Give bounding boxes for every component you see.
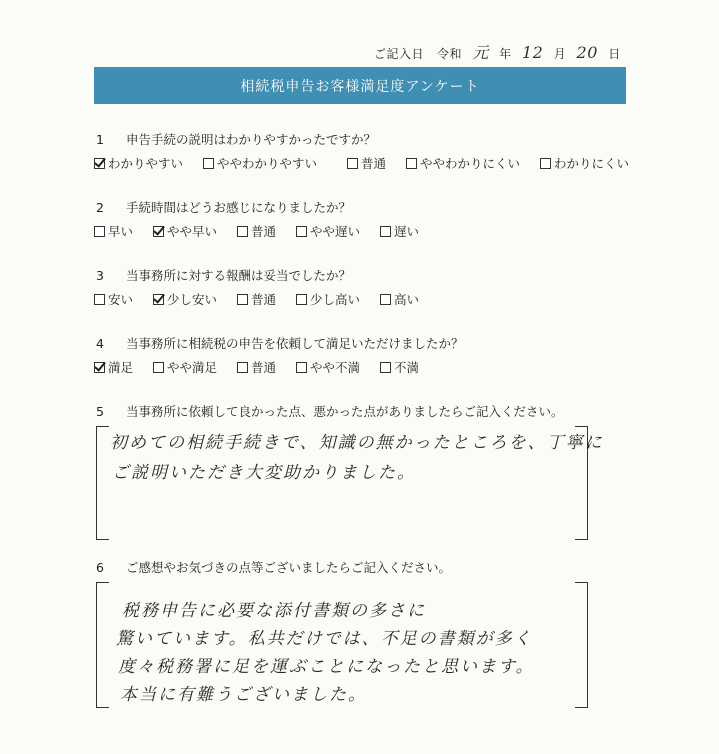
option-label: わかりやすい [108,156,184,171]
date-era: 令和 [436,47,462,61]
option-4-5[interactable] [380,358,419,376]
question-1 [96,130,376,148]
date-day: 20 [576,43,598,62]
option-label: 普通 [251,292,277,307]
bracket-corner [575,539,587,540]
option-label: 高い [394,292,420,307]
option-label: 普通 [251,360,277,375]
question-2-options [94,222,435,240]
answer-6-line-4: 本当に有難うございました。 [120,685,367,705]
survey-title: 相続税申告お客様満足度アンケート [240,78,480,95]
bracket-corner [97,707,109,708]
checkbox-checked[interactable] [153,294,164,305]
date-day-unit: 日 [608,47,621,61]
checkbox[interactable] [296,294,307,305]
question-number: 4 [96,336,104,351]
question-text: 当事務所に相続税の申告を依頼して満足いただけましたか？ [125,336,464,351]
checkbox[interactable] [296,362,307,373]
option-3-5[interactable] [380,290,419,308]
answer-6-line-3: 度々税務署に足を運ぶことになったと思います。 [118,657,535,677]
checkbox[interactable] [237,294,248,305]
checkbox[interactable] [94,294,105,305]
question-4-options [94,358,435,376]
option-label: ややわかりにくい [420,156,521,171]
checkbox[interactable] [347,158,358,169]
checkbox-checked[interactable] [94,362,105,373]
checkbox[interactable] [237,362,248,373]
date-year-unit: 年 [499,47,512,61]
option-1-5[interactable] [540,154,629,172]
question-3-options [94,290,435,308]
option-label: わかりにくい [554,156,630,171]
checkbox[interactable] [237,226,248,237]
option-4-2[interactable] [153,358,217,376]
answer-6-line-2: 驚いています。私共だけでは、不足の書類が多く [116,629,533,649]
checkbox[interactable] [94,226,105,237]
checkbox[interactable] [380,226,391,237]
option-3-3[interactable] [237,290,276,308]
question-text: 当事務所に依頼して良かった点、悪かった点がありましたらご記入ください。 [125,404,564,419]
question-2 [96,198,351,216]
checkbox-checked[interactable] [153,226,164,237]
question-text: ご感想やお気づきの点等ございましたらご記入ください。 [125,560,451,575]
date-month: 12 [522,43,544,62]
option-label: 普通 [361,156,387,171]
checkbox[interactable] [203,158,214,169]
question-1-options [94,154,645,172]
option-4-3[interactable] [237,358,276,376]
option-3-1[interactable] [94,290,133,308]
checkbox[interactable] [153,362,164,373]
option-4-1[interactable] [94,358,133,376]
option-2-2[interactable] [153,222,217,240]
option-label: 少し高い [310,292,361,307]
option-2-4[interactable] [296,222,360,240]
question-6 [96,558,451,576]
option-1-3[interactable] [347,154,386,172]
question-number: 2 [96,200,104,215]
answer-5-line-2: ご説明いただき大変助かりました。 [112,463,416,483]
bracket-corner [97,582,109,583]
question-number: 3 [96,268,104,283]
answer-6-line-1: 税務申告に必要な添付書類の多さに [122,601,426,621]
date-month-unit: 月 [553,47,567,61]
option-2-3[interactable] [237,222,276,240]
date-line [374,40,621,63]
option-label: 満足 [108,360,134,375]
date-year: 元 [472,43,489,62]
option-3-2[interactable] [153,290,217,308]
option-label: やや不満 [310,360,361,375]
option-1-2[interactable] [203,154,317,172]
checkbox[interactable] [380,362,391,373]
question-text: 当事務所に対する報酬は妥当でしたか？ [125,268,351,283]
checkbox-checked[interactable] [94,158,105,169]
bracket-corner [575,582,587,583]
question-number: 1 [96,132,104,147]
bracket-corner [575,707,587,708]
bracket-corner [97,426,109,427]
option-label: 安い [108,292,134,307]
option-label: やや満足 [167,360,218,375]
checkbox[interactable] [406,158,417,169]
checkbox[interactable] [380,294,391,305]
bracket-corner [575,426,587,427]
checkbox[interactable] [540,158,551,169]
checkbox[interactable] [296,226,307,237]
date-label: ご記入日 [374,47,425,61]
question-3 [96,266,351,284]
option-label: 遅い [394,224,420,239]
option-3-4[interactable] [296,290,360,308]
answer-5-line-1: 初めての相続手続きで、知識の無かったところを、丁寧に [110,433,604,453]
option-4-4[interactable] [296,358,360,376]
option-label: 早い [108,224,134,239]
survey-title-bar [94,67,626,104]
option-2-5[interactable] [380,222,419,240]
question-5 [96,402,564,420]
question-number: 6 [96,560,104,575]
question-number: 5 [96,404,104,419]
question-4 [96,334,464,352]
option-label: ややわかりやすい [217,156,318,171]
option-label: 少し安い [167,292,218,307]
question-text: 手続時間はどうお感じになりましたか？ [125,200,351,215]
option-label: 不満 [394,360,420,375]
bracket-corner [97,539,109,540]
option-1-4[interactable] [406,154,520,172]
option-2-1[interactable] [94,222,133,240]
option-label: やや早い [167,224,218,239]
question-text: 申告手続の説明はわかりやすかったですか？ [125,132,376,147]
option-1-1[interactable] [94,154,183,172]
option-label: やや遅い [310,224,361,239]
option-label: 普通 [251,224,277,239]
